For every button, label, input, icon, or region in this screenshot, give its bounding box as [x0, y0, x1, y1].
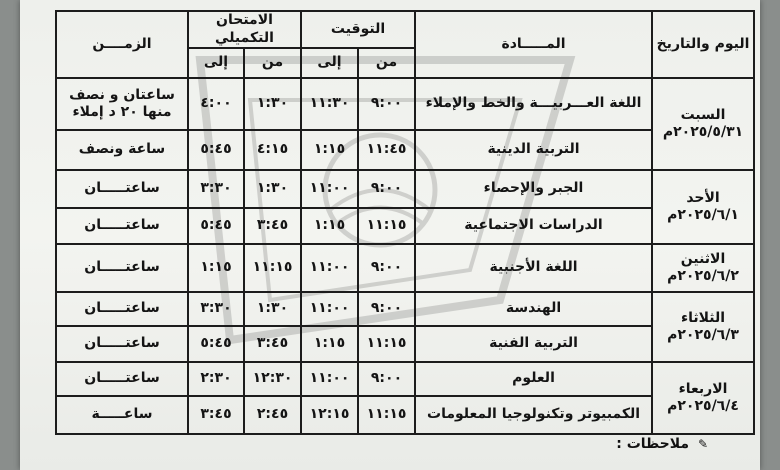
makeup-from: ١:٣٠ [244, 170, 301, 208]
makeup-from: ١:٣٠ [244, 292, 301, 326]
makeup-from: ٣:٤٥ [244, 326, 301, 362]
day-cell-sunday [652, 170, 754, 244]
header-timing-from: من [358, 48, 415, 78]
exam-schedule-paper [20, 0, 760, 470]
makeup-to: ٣:٣٠ [188, 170, 244, 208]
table-row [56, 78, 754, 130]
makeup-to: ٢:٣٠ [188, 362, 244, 396]
subject-cell: التربية الدينية [415, 130, 652, 170]
time-to: ١:١٥ [301, 208, 358, 244]
time-from: ١١:٤٥ [358, 130, 415, 170]
time-to: ١١:٠٠ [301, 244, 358, 292]
time-to: ١:١٥ [301, 130, 358, 170]
day-cell-tuesday [652, 292, 754, 362]
table-row [56, 396, 754, 434]
table-row [56, 292, 754, 326]
makeup-from: ١٢:٣٠ [244, 362, 301, 396]
table-row [56, 362, 754, 396]
day-name: الأحد [686, 189, 720, 206]
day-cell-monday [652, 244, 754, 292]
day-name: الاربعاء [678, 380, 728, 397]
subject-cell: اللغة الأجنبية [415, 244, 652, 292]
makeup-to: ٥:٤٥ [188, 130, 244, 170]
time-from: ٩:٠٠ [358, 78, 415, 130]
subject-cell: التربية الفنية [415, 326, 652, 362]
table-row [56, 208, 754, 244]
header-day-date: اليوم والتاريخ [652, 11, 754, 78]
subject-cell: الهندسة [415, 292, 652, 326]
time-from: ١١:١٥ [358, 208, 415, 244]
makeup-to: ٤:٠٠ [188, 78, 244, 130]
duration-cell: ساعة ونصف [56, 130, 188, 170]
time-to: ١١:٣٠ [301, 78, 358, 130]
makeup-to: ١:١٥ [188, 244, 244, 292]
header-duration: الزمــــن [56, 11, 188, 78]
subject-cell: الجبر والإحصاء [415, 170, 652, 208]
makeup-from: ٤:١٥ [244, 130, 301, 170]
duration-cell: ساعتـــــان [56, 244, 188, 292]
time-to: ١١:٠٠ [301, 170, 358, 208]
day-date: ٢٠٢٥/٦/٣م [667, 327, 739, 343]
day-date: ٢٠٢٥/٦/٤م [667, 398, 739, 414]
pen-icon: ✎ [697, 437, 708, 451]
time-from: ١١:١٥ [358, 326, 415, 362]
time-from: ٩:٠٠ [358, 292, 415, 326]
makeup-from: ٣:٤٥ [244, 208, 301, 244]
makeup-to: ٥:٤٥ [188, 208, 244, 244]
day-date: ٢٠٢٥/٦/٢م [667, 268, 739, 284]
time-from: ٩:٠٠ [358, 244, 415, 292]
table-row [56, 244, 754, 292]
header-subject: المـــــادة [415, 11, 652, 78]
makeup-to: ٣:٤٥ [188, 396, 244, 434]
day-cell-wednesday [652, 362, 754, 434]
makeup-from: ١١:١٥ [244, 244, 301, 292]
day-name: الثلاثاء [680, 309, 726, 326]
time-to: ١٢:١٥ [301, 396, 358, 434]
makeup-to: ٣:٣٠ [188, 292, 244, 326]
header-makeup-exam: الامتحان التكميلي [188, 11, 301, 48]
subject-cell: العلوم [415, 362, 652, 396]
duration-cell: ساعتـــــان [56, 208, 188, 244]
time-from: ٩:٠٠ [358, 362, 415, 396]
time-to: ١:١٥ [301, 326, 358, 362]
duration-cell: ساعـــــة [56, 396, 188, 434]
header-timing-to: إلى [301, 48, 358, 78]
day-date: ٢٠٢٥/٦/١م [667, 207, 739, 223]
table-row [56, 326, 754, 362]
duration-cell: ساعتـــــان [56, 292, 188, 326]
day-date: ٢٠٢٥/٥/٣١م [662, 124, 744, 140]
time-to: ١١:٠٠ [301, 292, 358, 326]
time-to: ١١:٠٠ [301, 362, 358, 396]
notes-heading [616, 436, 708, 452]
day-name: الاثنين [680, 250, 726, 267]
duration-cell: ساعتـــــان [56, 362, 188, 396]
header-makeup-to: إلى [188, 48, 244, 78]
time-from: ٩:٠٠ [358, 170, 415, 208]
makeup-from: ٢:٤٥ [244, 396, 301, 434]
header-timing: التوقيت [301, 11, 415, 48]
day-cell-saturday [652, 78, 754, 170]
duration-cell: ساعتان و نصف منها ٢٠ د إملاء [56, 78, 188, 130]
notes-label: ملاحظات : [616, 436, 690, 452]
duration-cell: ساعتـــــان [56, 326, 188, 362]
header-makeup-from: من [244, 48, 301, 78]
day-name: السبت [680, 106, 726, 123]
table-row [56, 130, 754, 170]
makeup-from: ١:٣٠ [244, 78, 301, 130]
duration-cell: ساعتـــــان [56, 170, 188, 208]
table-row [56, 170, 754, 208]
exam-schedule-table [55, 10, 755, 435]
time-from: ١١:١٥ [358, 396, 415, 434]
subject-cell: اللغة العـــربيـــة والخط والإملاء [415, 78, 652, 130]
subject-cell: الكمبيوتر وتكنولوجيا المعلومات [415, 396, 652, 434]
subject-cell: الدراسات الاجتماعية [415, 208, 652, 244]
makeup-to: ٥:٤٥ [188, 326, 244, 362]
